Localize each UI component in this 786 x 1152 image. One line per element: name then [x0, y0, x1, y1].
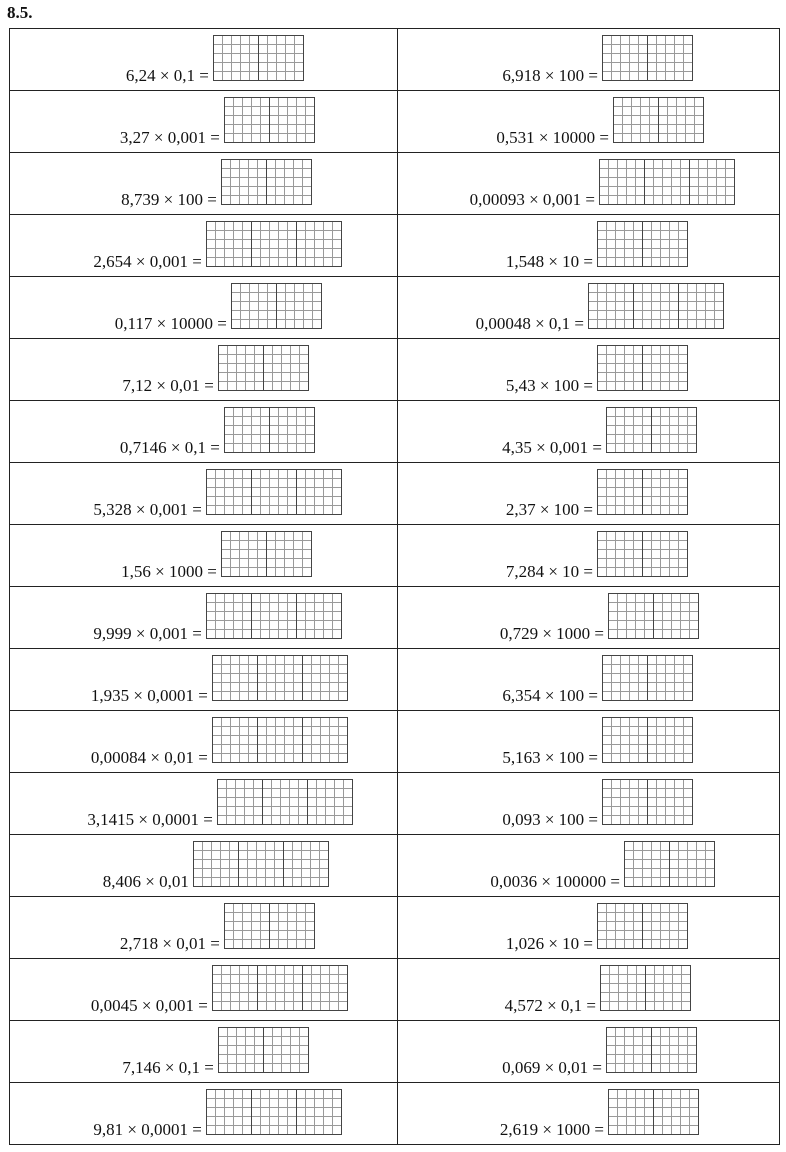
exercise-cell-left: [10, 29, 398, 91]
exercise-cell-left: [10, 401, 398, 463]
expression-text: 6,918 × 100 =: [502, 66, 598, 85]
answer-digit-box[interactable]: [597, 221, 643, 267]
answer-digit-box[interactable]: [212, 717, 258, 763]
answer-digit-box[interactable]: [642, 531, 688, 577]
exercise-cell-right: [397, 29, 779, 91]
exercise-row: [10, 835, 780, 897]
answer-digit-box[interactable]: [606, 407, 652, 453]
answer-digit-box[interactable]: [266, 159, 312, 205]
answer-digit-box[interactable]: [224, 97, 270, 143]
answer-grid[interactable]: [206, 221, 342, 272]
answer-grid[interactable]: [606, 407, 697, 458]
exercise-cell-left: [10, 215, 398, 277]
expression-text: 0,7146 × 0,1 =: [119, 438, 220, 457]
answer-digit-box[interactable]: [221, 159, 267, 205]
answer-digit-box[interactable]: [251, 593, 297, 639]
answer-digit-box[interactable]: [296, 221, 342, 267]
answer-grid[interactable]: [597, 531, 688, 582]
answer-grid[interactable]: [602, 779, 693, 830]
exercise-cell-right: [397, 463, 779, 525]
expression-text: 4,35 × 0,001 =: [502, 438, 602, 457]
answer-digit-box[interactable]: [602, 717, 648, 763]
answer-digit-box[interactable]: [608, 593, 654, 639]
exercise-cell-left: [10, 711, 398, 773]
exercise-cell-left: [10, 525, 398, 587]
answer-digit-box[interactable]: [296, 593, 342, 639]
answer-digit-box[interactable]: [251, 1089, 297, 1135]
exercise-cell-left: [10, 835, 398, 897]
answer-digit-box[interactable]: [263, 1027, 309, 1073]
exercise-cell-right: [397, 649, 779, 711]
answer-digit-box[interactable]: [258, 35, 304, 81]
answer-grid[interactable]: [193, 841, 329, 892]
answer-digit-box[interactable]: [206, 593, 252, 639]
exercise-cell-left: [10, 277, 398, 339]
exercise-row: [10, 773, 780, 835]
exercise-row: [10, 339, 780, 401]
answer-grid[interactable]: [588, 283, 724, 334]
answer-grid[interactable]: [212, 717, 348, 768]
expression-text: 9,81 × 0,0001 =: [93, 1120, 202, 1139]
answer-digit-box[interactable]: [231, 283, 277, 329]
expression-text: 9,999 × 0,001 =: [93, 624, 202, 643]
expression-text: 2,619 × 1000 =: [499, 1120, 604, 1139]
expression-text: 1,026 × 10 =: [505, 934, 593, 953]
answer-digit-box[interactable]: [689, 159, 735, 205]
exercise-cell-left: [10, 463, 398, 525]
answer-digit-box[interactable]: [283, 841, 329, 887]
answer-digit-box[interactable]: [602, 655, 648, 701]
exercise-row: [10, 1021, 780, 1083]
answer-digit-box[interactable]: [642, 469, 688, 515]
expression-text: 3,1415 × 0,0001 =: [87, 810, 213, 829]
expression-text: 1,935 × 0,0001 =: [90, 686, 208, 705]
answer-grid[interactable]: [602, 717, 693, 768]
exercise-cell-right: [397, 1021, 779, 1083]
answer-digit-box[interactable]: [597, 469, 643, 515]
answer-grid[interactable]: [224, 97, 315, 148]
answer-digit-box[interactable]: [213, 35, 259, 81]
expression-text: 0,00048 × 0,1 =: [475, 314, 584, 333]
answer-digit-box[interactable]: [257, 965, 303, 1011]
answer-digit-box[interactable]: [599, 159, 645, 205]
expression-text: 8,739 × 100 =: [121, 190, 217, 209]
exercise-cell-right: [397, 91, 779, 153]
answer-digit-box[interactable]: [651, 407, 697, 453]
answer-grid[interactable]: [597, 469, 688, 520]
answer-digit-box[interactable]: [642, 903, 688, 949]
exercise-row: [10, 711, 780, 773]
answer-grid[interactable]: [206, 593, 342, 644]
answer-digit-box[interactable]: [296, 469, 342, 515]
answer-digit-box[interactable]: [206, 469, 252, 515]
exercise-cell-right: [397, 525, 779, 587]
answer-grid[interactable]: [221, 159, 312, 210]
exercise-cell-left: [10, 91, 398, 153]
expression-text: 7,146 × 0,1 =: [122, 1058, 214, 1077]
answer-grid[interactable]: [602, 655, 693, 706]
answer-grid[interactable]: [221, 531, 312, 582]
answer-digit-box[interactable]: [212, 655, 258, 701]
answer-digit-box[interactable]: [597, 531, 643, 577]
expression-text: 7,12 × 0,01 =: [122, 376, 214, 395]
expression-text: 0,00093 × 0,001 =: [469, 190, 595, 209]
exercise-cell-left: [10, 897, 398, 959]
answer-digit-box[interactable]: [647, 655, 693, 701]
expression-text: 2,718 × 0,01 =: [119, 934, 220, 953]
expression-text: 0,0036 × 100000 =: [490, 872, 620, 891]
answer-digit-box[interactable]: [302, 965, 348, 1011]
expression-text: 0,117 × 10000 =: [114, 314, 227, 333]
expression-text: 5,43 × 100 =: [505, 376, 593, 395]
exercise-cell-left: [10, 773, 398, 835]
answer-digit-box[interactable]: [608, 1089, 654, 1135]
expression-text: 3,27 × 0,001 =: [119, 128, 220, 147]
answer-digit-box[interactable]: [193, 841, 239, 887]
exercise-cell-left: [10, 1083, 398, 1145]
answer-digit-box[interactable]: [588, 283, 634, 329]
exercise-cell-right: [397, 215, 779, 277]
answer-digit-box[interactable]: [602, 35, 648, 81]
answer-digit-box[interactable]: [606, 1027, 652, 1073]
answer-digit-box[interactable]: [669, 841, 715, 887]
exercise-row: [10, 401, 780, 463]
exercise-row: [10, 153, 780, 215]
answer-digit-box[interactable]: [653, 1089, 699, 1135]
answer-digit-box[interactable]: [302, 717, 348, 763]
answer-digit-box[interactable]: [218, 345, 264, 391]
expression-text: 7,284 × 10 =: [505, 562, 593, 581]
answer-grid[interactable]: [602, 35, 693, 86]
expression-text: 0,00084 × 0,01 =: [90, 748, 208, 767]
answer-grid[interactable]: [224, 903, 315, 954]
answer-digit-box[interactable]: [644, 159, 690, 205]
answer-digit-box[interactable]: [257, 717, 303, 763]
exercise-row: [10, 897, 780, 959]
exercise-row: [10, 525, 780, 587]
exercise-cell-right: [397, 587, 779, 649]
exercise-row: [10, 29, 780, 91]
answer-digit-box[interactable]: [645, 965, 691, 1011]
answer-grid[interactable]: [212, 965, 348, 1016]
exercise-cell-right: [397, 153, 779, 215]
expression-text: 5,328 × 0,001 =: [93, 500, 202, 519]
answer-digit-box[interactable]: [302, 655, 348, 701]
exercise-cell-right: [397, 1083, 779, 1145]
answer-grid[interactable]: [624, 841, 715, 892]
answer-digit-box[interactable]: [307, 779, 353, 825]
exercise-cell-left: [10, 959, 398, 1021]
answer-grid[interactable]: [213, 35, 304, 86]
answer-digit-box[interactable]: [678, 283, 724, 329]
exercise-cell-right: [397, 835, 779, 897]
exercise-cell-left: [10, 649, 398, 711]
answer-digit-box[interactable]: [266, 531, 312, 577]
exercise-cell-right: [397, 339, 779, 401]
answer-digit-box[interactable]: [221, 531, 267, 577]
exercise-cell-left: [10, 1021, 398, 1083]
answer-digit-box[interactable]: [597, 345, 643, 391]
exercise-cell-right: [397, 277, 779, 339]
answer-grid[interactable]: [597, 221, 688, 272]
answer-digit-box[interactable]: [600, 965, 646, 1011]
answer-grid[interactable]: [218, 345, 309, 396]
answer-digit-box[interactable]: [238, 841, 284, 887]
exercise-row: [10, 215, 780, 277]
expression-text: 5,163 × 100 =: [502, 748, 598, 767]
answer-grid[interactable]: [218, 1027, 309, 1078]
exercise-cell-right: [397, 959, 779, 1021]
answer-digit-box[interactable]: [653, 593, 699, 639]
answer-grid[interactable]: [597, 903, 688, 954]
answer-digit-box[interactable]: [218, 1027, 264, 1073]
expression-text: 0,531 × 10000 =: [496, 128, 609, 147]
answer-digit-box[interactable]: [276, 283, 322, 329]
answer-digit-box[interactable]: [217, 779, 263, 825]
answer-grid[interactable]: [608, 593, 699, 644]
answer-digit-box[interactable]: [262, 779, 308, 825]
exercise-cell-left: [10, 339, 398, 401]
answer-digit-box[interactable]: [647, 717, 693, 763]
exercise-cell-right: [397, 773, 779, 835]
answer-digit-box[interactable]: [251, 469, 297, 515]
answer-digit-box[interactable]: [212, 965, 258, 1011]
answer-digit-box[interactable]: [647, 35, 693, 81]
answer-digit-box[interactable]: [658, 97, 704, 143]
answer-grid[interactable]: [206, 1089, 342, 1140]
expression-text: 2,654 × 0,001 =: [93, 252, 202, 271]
answer-grid[interactable]: [599, 159, 735, 210]
answer-digit-box[interactable]: [269, 407, 315, 453]
expression-text: 1,56 × 1000 =: [121, 562, 217, 581]
answer-digit-box[interactable]: [633, 283, 679, 329]
answer-grid[interactable]: [600, 965, 691, 1016]
answer-digit-box[interactable]: [651, 1027, 697, 1073]
answer-digit-box[interactable]: [269, 97, 315, 143]
answer-digit-box[interactable]: [642, 221, 688, 267]
answer-digit-box[interactable]: [263, 345, 309, 391]
answer-grid[interactable]: [212, 655, 348, 706]
expression-text: 0,093 × 100 =: [502, 810, 598, 829]
answer-digit-box[interactable]: [624, 841, 670, 887]
expression-text: 2,37 × 100 =: [505, 500, 593, 519]
answer-digit-box[interactable]: [613, 97, 659, 143]
expression-text: 8,406 × 0,01: [102, 872, 189, 891]
answer-grid[interactable]: [606, 1027, 697, 1078]
expression-text: 6,24 × 0,1 =: [125, 66, 209, 85]
exercise-cell-left: [10, 587, 398, 649]
answer-grid[interactable]: [206, 469, 342, 520]
expression-text: 1,548 × 10 =: [505, 252, 593, 271]
answer-digit-box[interactable]: [206, 221, 252, 267]
exercise-row: [10, 649, 780, 711]
expression-text: 0,069 × 0,01 =: [502, 1058, 602, 1077]
expression-text: 6,354 × 100 =: [502, 686, 598, 705]
answer-grid[interactable]: [608, 1089, 699, 1140]
exercise-cell-right: [397, 897, 779, 959]
answer-digit-box[interactable]: [224, 903, 270, 949]
exercise-row: [10, 587, 780, 649]
exercise-row: [10, 91, 780, 153]
exercise-cell-right: [397, 711, 779, 773]
exercise-row: [10, 1083, 780, 1145]
exercise-row: [10, 959, 780, 1021]
answer-grid[interactable]: [597, 345, 688, 396]
answer-digit-box[interactable]: [251, 221, 297, 267]
answer-grid[interactable]: [217, 779, 353, 830]
answer-grid[interactable]: [224, 407, 315, 458]
answer-digit-box[interactable]: [269, 903, 315, 949]
exercise-row: [10, 463, 780, 525]
expression-text: 4,572 × 0,1 =: [504, 996, 596, 1015]
exercise-table: [9, 28, 780, 1145]
exercise-row: [10, 277, 780, 339]
answer-digit-box[interactable]: [597, 903, 643, 949]
answer-digit-box[interactable]: [224, 407, 270, 453]
answer-grid[interactable]: [231, 283, 322, 334]
expression-text: 0,729 × 1000 =: [499, 624, 604, 643]
answer-grid[interactable]: [613, 97, 704, 148]
answer-digit-box[interactable]: [642, 345, 688, 391]
exercise-cell-right: [397, 401, 779, 463]
exercise-cell-left: [10, 153, 398, 215]
expression-text: 0,0045 × 0,001 =: [90, 996, 208, 1015]
exercise-number: 8.5.: [7, 3, 33, 22]
answer-digit-box[interactable]: [647, 779, 693, 825]
answer-digit-box[interactable]: [257, 655, 303, 701]
answer-digit-box[interactable]: [602, 779, 648, 825]
answer-digit-box[interactable]: [206, 1089, 252, 1135]
answer-digit-box[interactable]: [296, 1089, 342, 1135]
